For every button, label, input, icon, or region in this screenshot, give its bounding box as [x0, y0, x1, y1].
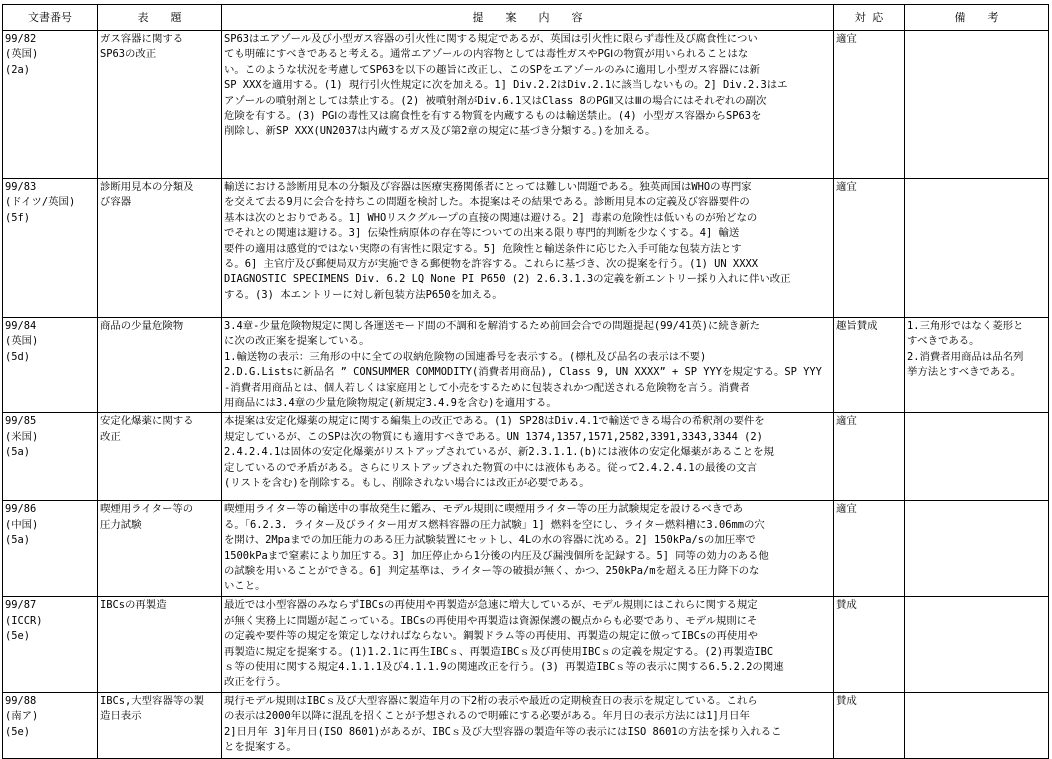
proposal-content-cell-line: SP XXXを適用する。(1) 現行引火性規定に次を加える。1] Div.2.2はDiv.2.1に該当しないもの。2] Div.2.3はエ [224, 79, 788, 92]
proposal-content-cell-line: 規定しているが、このSPは次の物質にも適用すべきである。UN 1374,1357,1571,2582,3391,3343,3344 (2) [224, 430, 763, 443]
proposal-content-cell-line: いこと。 [224, 580, 266, 593]
document-number-cell-line: (5e) [5, 725, 31, 738]
remarks-cell [905, 501, 1049, 597]
document-number-cell-line: 99/83 [5, 181, 37, 193]
remarks-cell [905, 692, 1049, 758]
proposal-content-cell-line: する。(3) 本エントリーに対し新包装方法P650を加える。 [224, 288, 503, 301]
proposal-content-cell-line: 再製造に規定を提案する。(1)1.2.1に再生IBCｓ、再製造IBCｓ及び再使用IBCｓの定義を規定する。(2)再製造IBC [224, 645, 774, 658]
title-cell-line: 診断用見本の分類及 [100, 181, 194, 193]
document-number-cell [3, 501, 98, 597]
remarks-cell [905, 318, 1049, 413]
proposal-content-cell-line: 削除し、新SP XXX(UN2037は内蔵するガス及び第2章の規定に基づき分類する。)を加える。 [224, 125, 656, 138]
document-number-cell-line: (ICCR) [5, 614, 43, 627]
title-cell [98, 597, 222, 692]
proposal-content-cell-line: 喫煙用ライター等の輸送中の事故発生に鑑み、モデル規則に喫煙用ライター等の圧力試験規定を設けるべきであ [224, 503, 744, 516]
proposal-content-cell-line: DIAGNOSTIC SPECIMENS Div. 6.2 LQ None PI P650 (2) 2.6.3.1.3の定義を新エントリー採り入れに伴い改正 [224, 273, 791, 286]
title-cell [98, 413, 222, 501]
document-number-cell-line: 99/84 [5, 320, 37, 332]
proposal-content-cell-line: とを提案する。 [224, 741, 297, 754]
proposal-content-cell-line: ｓ等の使用に関する規定4.1.1.1及び4.1.1.9の関連改正を行う。(3) 再製造IBCｓ等の表示に関する6.5.2.2の関連 [224, 661, 784, 674]
response-cell-line: 賛成 [836, 694, 857, 707]
response-cell [834, 413, 905, 501]
proposal-content-cell-line: -消費者用商品とは、個人若しくは家庭用として小売をするために包装されかつ配送される危険物を言う。消費者 [224, 381, 750, 394]
response-cell [834, 597, 905, 692]
proposal-content-cell [222, 692, 834, 758]
table-row [3, 179, 1049, 318]
proposal-content-cell-line: を開け、2Mpaまでの加圧能力のある圧力試験装置にセットし、4Lの水の容器に沈める。2] 150kPa/sの加圧率で [224, 534, 756, 547]
document-number-cell [3, 31, 98, 179]
proposal-content-cell-line: SP63はエアゾール及び小型ガス容器の引火性に関する規定であるが、英国は引火性に限らず毒性及び腐食性につい [224, 33, 758, 45]
proposal-content-cell-line: が無く実務上に問題が起こっている。IBCsの再使用や再製造は資源保護の観点からも必要であり、モデル規則にそ [224, 614, 758, 627]
remarks-cell-line: すべきである。 [907, 335, 980, 348]
header-document-number [3, 5, 98, 31]
document-number-cell-line: 99/86 [5, 503, 37, 516]
document-number-cell-line: (5e) [5, 630, 31, 643]
document-number-cell-line: (ドイツ/英国) [5, 196, 76, 209]
title-cell-line: 喫煙用ライター等の [100, 503, 194, 516]
document-number-cell-line: 99/87 [5, 599, 37, 612]
response-cell-line: 適宜 [836, 33, 857, 45]
proposal-content-cell-line: 現行モデル規則はIBCｓ及び大型容器に製造年月の下2桁の表示や最近の定期検査日の表示を規定している。これら [224, 694, 758, 707]
header-proposal-content [222, 5, 834, 31]
document-number-cell-line: 99/88 [5, 694, 37, 707]
proposal-content-cell [222, 597, 834, 692]
response-cell-line: 賛成 [836, 599, 857, 612]
proposal-content-cell-line: 本提案は安定化爆薬の規定に関する編集上の改正である。(1) SP28はDiv.4.1で輸送できる場合の希釈剤の要件を [224, 415, 765, 428]
proposal-content-cell-line: 定しているので矛盾がある。さらにリストアップされた物質の中には液体もある。従って2.4.2.4.1の最後の文言 [224, 461, 758, 474]
header-remarks-label: 備 考 [954, 10, 999, 24]
title-cell-line: 商品の少量危険物 [100, 320, 184, 332]
response-cell-line: 適宜 [836, 415, 857, 428]
table-row [3, 318, 1049, 413]
proposal-content-cell-line: る。「6.2.3. ライター及びライター用ガス燃料容器の圧力試験」1] 燃料を空にし、ライター燃料槽に3.06mmの穴 [224, 518, 765, 531]
title-cell-line: 安定化爆薬に関する [100, 415, 194, 428]
proposal-content-cell-line: 用商品には3.4章の少量危険物規定(新規定3.4.9を含む)を適用する。 [224, 397, 557, 410]
proposal-content-cell-line: を交えて去る9月に会合を持ちこの問題を検討した。本提案はその結果である。診断用見本の定義及び容器要件の [224, 196, 750, 209]
proposal-content-cell-line: 2]日月年 3]年月日(ISO 8601)があるが、IBCｓ及び大型容器の製造年等の表示にはISO 8601の方法を採り入れるこ [224, 725, 782, 738]
proposal-content-cell-line: い。このような状況を考慮してSP63を以下の趣旨に改正し、このSPをエアゾールのみに適用し小型ガス容器には新 [224, 63, 761, 76]
proposal-content-cell-line: 輸送における診断用見本の分類及び容器は医療実務関係者にとっては難しい問題である。独英両国はWHOの専門家 [224, 181, 752, 193]
title-cell-line: IBCs,大型容器等の製 [100, 694, 205, 707]
table-row [3, 597, 1049, 692]
proposal-content-cell-line: 危険を有する。(3) PGⅠの毒性又は腐食性を有する物質を内蔵するものは輸送禁止。(4) 小型ガス容器からSP63を [224, 110, 762, 123]
response-cell-line: 適宜 [836, 503, 857, 516]
document-number-cell-line: (英国) [5, 48, 39, 61]
header-title [98, 5, 222, 31]
title-cell-line: び容器 [100, 196, 132, 209]
remarks-cell [905, 179, 1049, 318]
title-cell [98, 501, 222, 597]
response-cell [834, 31, 905, 179]
header-row [3, 5, 1049, 31]
proposal-content-cell-line: に次の改正案を提案している。 [224, 335, 370, 348]
title-cell-line: SP63の改正 [100, 48, 157, 61]
title-cell [98, 31, 222, 179]
document-number-cell-line: (5a) [5, 446, 31, 459]
proposal-content-cell-line: 要件の適用は感覚的ではない実際の有害性に限定する。5] 危険性と輸送条件に応じた入手可能な包装方法とす [224, 242, 742, 255]
response-cell-line: 適宜 [836, 181, 857, 193]
title-cell-line: IBCsの再製造 [100, 599, 167, 612]
response-cell-line: 趣旨賛成 [836, 320, 878, 332]
proposal-content-cell-line: 2.4.2.4.1は固体の安定化爆薬がリストアップされているが、新2.3.1.1.(b)には液体の安定化爆薬があることを規 [224, 446, 774, 459]
document-number-cell [3, 179, 98, 318]
header-proposal-content-label: 提 案 内 容 [472, 10, 583, 24]
document-number-cell [3, 318, 98, 413]
proposal-content-cell-line: の定義や要件等の規定を策定しなければならない。鋼製ドラム等の再使用、再製造の規定に倣ってIBCsの再使用や [224, 630, 759, 643]
remarks-cell [905, 597, 1049, 692]
proposal-content-cell-line: (リストを含む)を削除する。もし、削除されない場合には改正が必要である。 [224, 477, 590, 490]
proposal-content-cell-line: 1.輸送物の表示：三角形の中に全ての収納危険物の国連番号を表示する。(標札及び品名の表示は不要) [224, 350, 707, 363]
response-cell [834, 179, 905, 318]
proposal-content-cell [222, 501, 834, 597]
proposal-content-cell-line: 2.D.G.Listsに新品名 ” CONSUMMER COMMODITY(消費者用商品), Class 9, UN XXXX” + SP YYYを規定する。SP YYY [224, 366, 822, 379]
proposal-content-cell-line: でそれとの関連は避ける。3] 伝染性病原体の存在等についての出来る限り専門的判断を少なくする。4] 輸送 [224, 227, 740, 240]
remarks-cell-line: 挙方法とすべきである。 [907, 366, 1022, 379]
remarks-cell [905, 31, 1049, 179]
proposal-content-cell [222, 318, 834, 413]
proposal-content-cell-line: アゾールの噴射剤としては禁止する。(2) 被噴射剤がDiv.6.1又はClass 8のPGⅡ又はⅢの場合にはそれぞれの副次 [224, 94, 767, 107]
proposal-content-cell-line: の表示は2000年以降に混乱を招くことが予想されるので明確にする必要がある。年月日の表示方法には1]月日年 [224, 710, 750, 723]
proposal-content-cell-line: 基本は次のとおりである。1] WHOリスクグループの直接の関連は避ける。2] 毒素の危険性は低いものが殆どなの [224, 211, 758, 224]
header-title-label: 表 題 [137, 10, 182, 24]
title-cell-line: ガス容器に関する [100, 33, 184, 45]
title-cell-line: 圧力試験 [100, 518, 142, 531]
document-number-cell-line: (5a) [5, 534, 31, 547]
table-row [3, 413, 1049, 501]
document-number-cell-line: 99/82 [5, 33, 37, 45]
header-response-label: 対 応 [854, 10, 884, 24]
proposal-content-cell-line: の試験を用いることができる。6] 判定基準は、ライター等の破損が無く、かつ、250kPa/mを超える圧力降下のな [224, 565, 760, 578]
table-row [3, 692, 1049, 758]
proposal-content-cell [222, 179, 834, 318]
table-body [3, 31, 1049, 759]
proposal-content-cell [222, 31, 834, 179]
remarks-cell-line: 1.三角形ではなく菱形と [907, 320, 1024, 332]
title-cell [98, 692, 222, 758]
header-response [834, 5, 905, 31]
document-table-container [2, 4, 1048, 759]
document-number-cell-line: (南ア) [5, 710, 39, 723]
document-number-cell-line: (2a) [5, 63, 31, 76]
document-number-cell [3, 692, 98, 758]
header-document-number-label: 文書番号 [28, 10, 72, 24]
proposal-content-cell-line: 1500kPaまで窒素により加圧する。3] 加圧停止から1分後の内圧及び漏洩個所を記録する。5] 同等の効力のある他 [224, 549, 769, 562]
title-cell-line: 造日表示 [100, 710, 142, 723]
title-cell-line: 改正 [100, 430, 121, 443]
proposal-content-cell-line: 改正を行う。 [224, 676, 287, 689]
document-number-cell [3, 597, 98, 692]
title-cell [98, 318, 222, 413]
header-remarks [905, 5, 1049, 31]
proposal-content-cell-line: ても明確にすべきであると考える。通常エアゾールの内容物としては毒性ガスやPGⅠの物質が用いられることはな [224, 48, 749, 61]
document-number-cell [3, 413, 98, 501]
document-number-cell-line: (米国) [5, 430, 39, 443]
table-row [3, 501, 1049, 597]
title-cell [98, 179, 222, 318]
proposal-content-cell [222, 413, 834, 501]
proposal-content-cell-line: 最近では小型容器のみならずIBCsの再使用や再製造が急速に増大しているが、モデル規則にはこれらに関する規定 [224, 599, 758, 612]
proposal-content-cell-line: 3.4章-少量危険物規定に関し各運送モード間の不調和を解消するため前回会合での問題提起(99/41英)に続き新た [224, 320, 760, 332]
response-cell [834, 692, 905, 758]
response-cell [834, 501, 905, 597]
document-number-cell-line: 99/85 [5, 415, 37, 428]
table-row [3, 31, 1049, 179]
document-number-cell-line: (5f) [5, 211, 31, 224]
remarks-cell [905, 413, 1049, 501]
response-cell [834, 318, 905, 413]
proposal-content-cell-line: る。6] 主官庁及び郵便局双方が実施できる郵便物を許容する。これらに基づき、次の提案を行う。(1) UN XXXX [224, 258, 758, 271]
document-number-cell-line: (5d) [5, 350, 31, 363]
document-number-cell-line: (中国) [5, 518, 39, 531]
document-number-cell-line: (英国) [5, 335, 39, 348]
remarks-cell-line: 2.消費者用商品は品名列 [907, 350, 1024, 363]
proposal-table [2, 4, 1049, 759]
